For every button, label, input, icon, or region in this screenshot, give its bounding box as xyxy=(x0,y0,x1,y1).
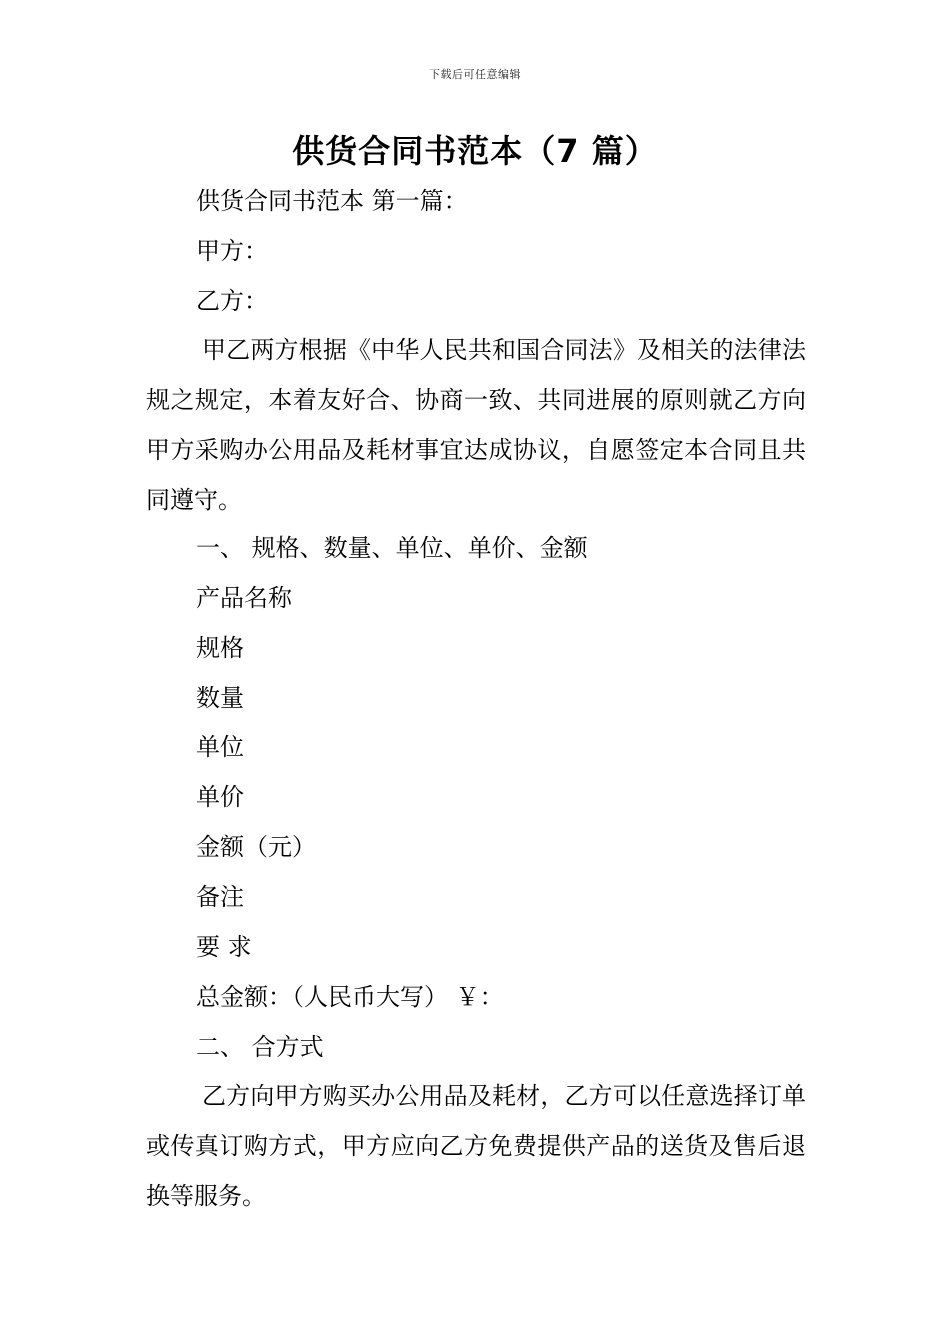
field-amount: 金额（元） xyxy=(196,833,316,861)
party-b-label: 乙方： xyxy=(196,287,268,315)
field-unit: 单位 xyxy=(196,733,244,761)
document-title: 供货合同书范本（7 篇） xyxy=(292,132,658,170)
clause-1-heading: 一、 规格、数量、单位、单价、金额 xyxy=(196,534,588,562)
total-amount-line: 总金额：（人民币大写） ￥： xyxy=(196,983,504,1011)
field-product-name: 产品名称 xyxy=(196,584,292,612)
field-quantity: 数量 xyxy=(196,684,244,712)
clause-2-paragraph: 乙方向甲方购买办公用品及耗材，乙方可以任意选择订单或传真订购方式，甲方应向乙方免费提供产品的送货及售后退换等服务。 xyxy=(146,1082,806,1210)
section-heading: 供货合同书范本 第一篇： xyxy=(196,187,468,215)
field-remarks: 备注 xyxy=(196,883,244,911)
party-a-label: 甲方： xyxy=(196,237,268,265)
header-note: 下载后可任意编辑 xyxy=(429,68,521,81)
field-requirements: 要 求 xyxy=(196,933,252,961)
field-unit-price: 单价 xyxy=(196,783,244,811)
field-spec: 规格 xyxy=(196,634,244,662)
intro-paragraph: 甲乙两方根据《中华人民共和国合同法》及相关的法律法规之规定，本着友好合、协商一致、共同进展的原则就乙方向甲方采购办公用品及耗材事宜达成协议，自愿签定本合同且共同遵守。 xyxy=(146,336,806,514)
clause-2-heading: 二、 合方式 xyxy=(196,1033,324,1061)
